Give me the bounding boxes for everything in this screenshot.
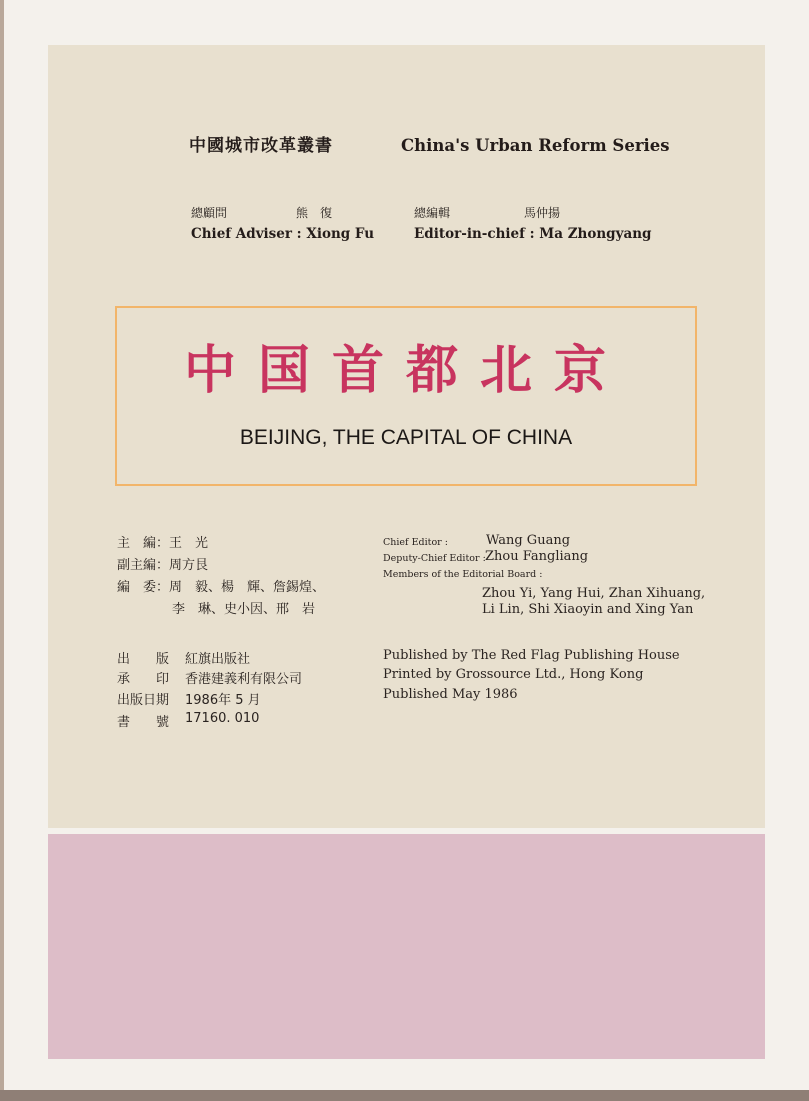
- publisher-label-zh: 出 版: [117, 652, 170, 667]
- series-title-en: China's Urban Reform Series: [401, 136, 670, 155]
- bottom-edge-strip: [0, 1090, 809, 1101]
- chief-adviser-zh-name: 熊 復: [296, 206, 333, 220]
- chief-editor-label-en: Chief Editor :: [383, 537, 448, 548]
- editor-in-chief-en: Editor-in-chief : Ma Zhongyang: [414, 226, 652, 242]
- editorial-board-zh-line2: 李 琳、史小因、邢 岩: [172, 602, 316, 617]
- date-en: Published May 1986: [383, 687, 518, 702]
- editor-in-chief-zh-label: 總編輯: [414, 206, 451, 220]
- publisher-en: Published by The Red Flag Publishing House: [383, 648, 680, 663]
- chief-editor-name-en: Wang Guang: [486, 533, 571, 548]
- editorial-board-en-line1: Zhou Yi, Yang Hui, Zhan Xihuang,: [482, 586, 706, 601]
- printer-zh: 香港建義利有限公司: [185, 672, 303, 687]
- editorial-board-label-en: Members of the Editorial Board :: [383, 569, 543, 580]
- date-label-zh: 出版日期: [117, 693, 170, 708]
- chief-adviser-zh-label: 總顧問: [191, 206, 228, 220]
- page-edge: [0, 0, 4, 1101]
- book-title-zh: 中国首都北京: [183, 340, 628, 401]
- printer-en: Printed by Grossource Ltd., Hong Kong: [383, 667, 644, 682]
- book-title-en: BEIJING, THE CAPITAL OF CHINA: [239, 426, 573, 449]
- book-number-zh: 17160. 010: [185, 711, 260, 726]
- chief-adviser-en: Chief Adviser : Xiong Fu: [191, 226, 375, 242]
- deputy-editor-label-en: Deputy-Chief Editor :: [383, 553, 486, 564]
- series-title-zh: 中國城市改革叢書: [189, 136, 333, 156]
- pink-color-panel: [48, 834, 765, 1059]
- editor-zh: 主 編：王 光: [117, 536, 209, 551]
- deputy-editor-name-en: Zhou Fangliang: [485, 549, 589, 564]
- date-zh: 1986年 5 月: [185, 693, 261, 708]
- editor-in-chief-zh-name: 馬仲揚: [524, 206, 561, 220]
- deputy-editor-zh: 副主編：周方艮: [117, 558, 209, 573]
- title-frame: [115, 306, 697, 486]
- editorial-board-en-line2: Li Lin, Shi Xiaoyin and Xing Yan: [482, 602, 694, 617]
- editorial-board-zh-line1: 編 委：周 毅、楊 輝、詹錫煌、: [117, 580, 326, 595]
- book-number-label-zh: 書 號: [117, 715, 170, 730]
- printer-label-zh: 承 印: [117, 672, 170, 687]
- publisher-zh: 紅旗出版社: [185, 652, 251, 667]
